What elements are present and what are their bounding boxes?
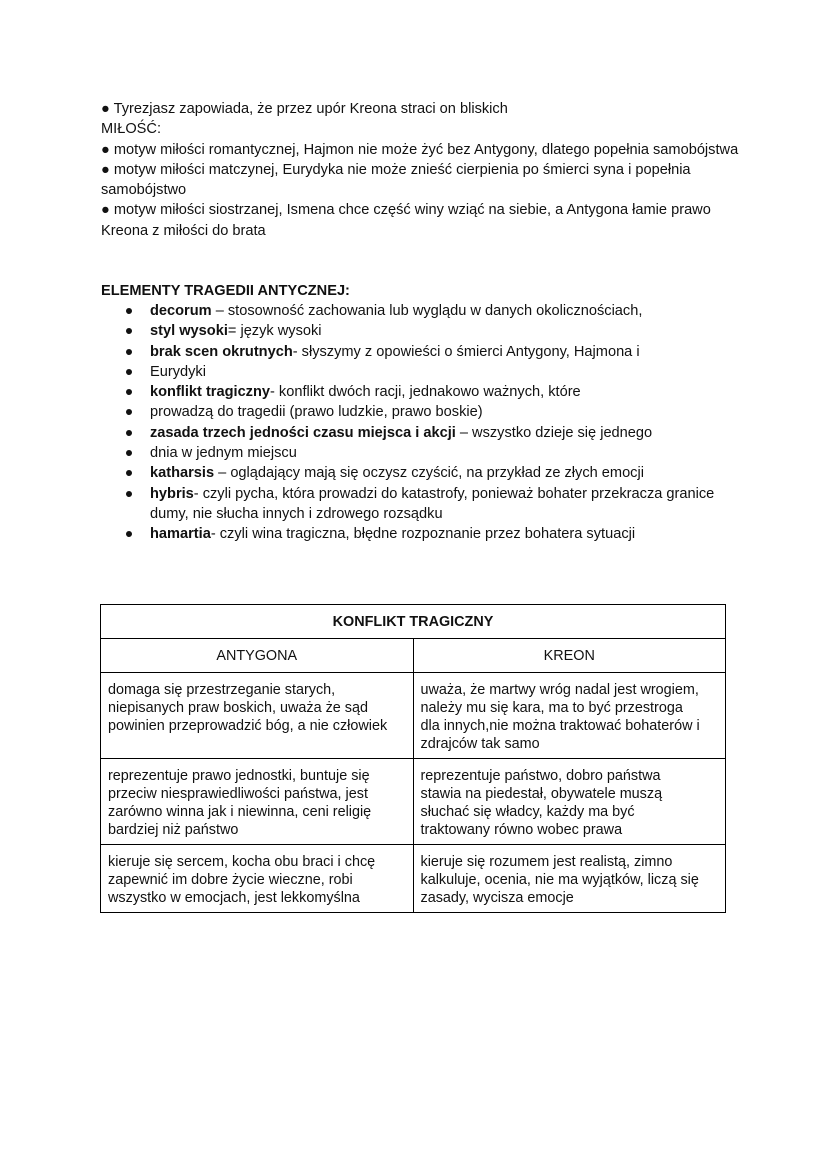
item-text: - czyli wina tragiczna, błędne rozpoznanie przez bohatera sytuacji	[210, 526, 636, 543]
cell-text: domaga się przestrzeganie starych, niepisanych praw boskich, uważa że sąd powinien przeprowadzić bóg, a nie człowiek	[108, 682, 388, 734]
item-term: zasada trzech jedności czasu miejsca i akcji	[150, 424, 456, 441]
item-text: = język wysoki	[227, 323, 322, 340]
item-text: – wszystko dzieje się jednego	[455, 424, 653, 441]
table-cell	[101, 759, 414, 845]
item-text: - czyli pycha, która prowadzi do katastrofy, ponieważ bohater przekracza granice dumy, nie słucha innych i zdrowego rozsądku	[150, 485, 715, 522]
intro-line: ● Tyrezjasz zapowiada, że przez upór Kreona straci on bliskich	[101, 101, 508, 117]
intro-line: ● motyw miłości matczynej, Eurydyka nie może znieść cierpienia po śmierci syna i popełnia samobójstwo	[101, 161, 691, 199]
intro-line: ● motyw miłości siostrzanej, Ismena chce część winy wziąć na siebie, a Antygona łamie prawo Kreona z miłości do brata	[101, 202, 711, 239]
table-title-row	[101, 605, 726, 639]
item-term: brak scen okrutnych	[150, 343, 293, 360]
cell-text: reprezentuje prawo jednostki, buntuje się przeciw niesprawiedliwości państwa, jest zarówno winna jak i niewinna, ceni religię bardziej niż państwo	[108, 768, 372, 838]
table-cell	[101, 845, 414, 913]
cell-text: kieruje się rozumem jest realistą, zimno kalkuluje, ocenia, nie ma wyjątków, liczą się zasady, wycisza emocje	[420, 854, 699, 906]
table-row	[101, 759, 726, 845]
list-item	[101, 321, 731, 341]
table-cell	[413, 845, 726, 913]
cell-text: reprezentuje państwo, dobro państwa stawia na piedestał, obywatele muszą słuchać się władcy, każdy ma być traktowany równo wobec prawa	[420, 768, 663, 838]
cell-text: kieruje się sercem, kocha obu braci i chcę zapewnić im dobre życie wieczne, robi wszystko w emocjach, jest lekkomyślna	[108, 854, 376, 906]
cell-text: uważa, że martwy wróg nadal jest wrogiem, należy mu się kara, ma to być przestroga dla innych,nie można traktować bohaterów i zdrajców tak samo	[420, 682, 700, 752]
item-term: hamartia	[150, 526, 211, 543]
table-row	[101, 845, 726, 913]
list-item	[101, 423, 731, 443]
intro-line: ● motyw miłości romantycznej, Hajmon nie może żyć bez Antygony, dlatego popełnia samobójstwa	[101, 141, 739, 158]
item-text: - słyszymy z opowieści o śmierci Antygony, Hajmona i	[292, 343, 640, 360]
item-text: dnia w jednym miejscu	[150, 445, 297, 462]
table-title: KONFLIKT TRAGICZNY	[101, 605, 726, 639]
item-term: katharsis	[150, 465, 215, 482]
table-cell	[101, 673, 414, 759]
list-item	[101, 524, 731, 544]
list-item	[101, 301, 731, 321]
list-item	[101, 463, 731, 483]
list-item	[101, 443, 731, 463]
column-header-antygona: ANTYGONA	[101, 639, 414, 673]
table-cell	[413, 759, 726, 845]
item-term: styl wysoki	[150, 323, 228, 340]
elements-heading: ELEMENTY TRAGEDII ANTYCZNEJ:	[101, 283, 350, 299]
list-item	[101, 484, 731, 525]
love-heading: MIŁOŚĆ:	[101, 121, 162, 138]
list-item	[101, 342, 731, 362]
conflict-table	[100, 604, 726, 913]
list-item	[101, 362, 731, 382]
table-header-row	[101, 639, 726, 673]
item-term: hybris	[150, 485, 194, 502]
item-text: – stosowność zachowania lub wyglądu w danych okolicznościach,	[211, 303, 643, 319]
item-text: prowadzą do tragedii (prawo ludzkie, prawo boskie)	[150, 404, 483, 421]
list-item	[101, 382, 731, 402]
item-text: Eurydyki	[150, 363, 206, 380]
elements-list	[101, 301, 731, 545]
item-text: – oglądający mają się oczysz czyścić, na przykład ze złych emocji	[214, 465, 644, 482]
item-term: konflikt tragiczny	[150, 384, 271, 401]
item-term: decorum	[150, 303, 212, 319]
column-header-kreon: KREON	[413, 639, 726, 673]
table-row	[101, 673, 726, 759]
item-text: - konflikt dwóch racji, jednakowo ważnych, które	[270, 384, 581, 401]
table-cell	[413, 673, 726, 759]
list-item	[101, 402, 731, 422]
intro-section	[101, 99, 741, 241]
